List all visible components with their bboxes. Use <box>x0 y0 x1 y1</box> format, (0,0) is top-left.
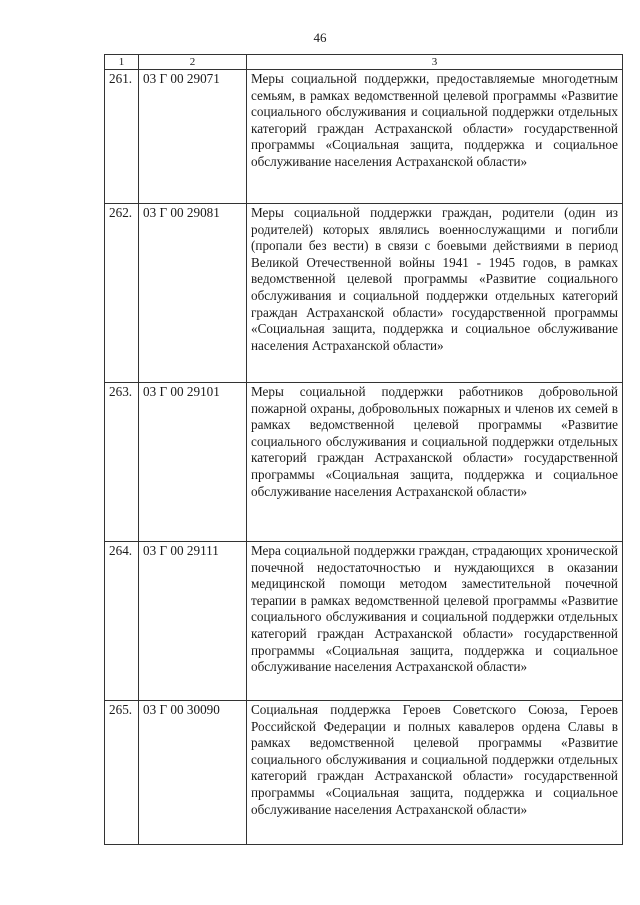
row-code: 03 Г 00 29101 <box>139 383 247 542</box>
row-number: 265. <box>105 701 139 845</box>
table-row <box>105 70 623 204</box>
row-code: 03 Г 00 29111 <box>139 542 247 701</box>
row-description: Меры социальной поддержки, предоставляемые многодетным семьям, в рамках ведомственной целевой программы «Развитие социального обслуживания и социальной поддержки отдельных категорий граждан Астраханской области» государственной программы «Социальная защита, поддержка и социальное обслуживание населения Астраханской области» <box>247 70 623 204</box>
table-row <box>105 701 623 845</box>
table-row <box>105 204 623 383</box>
table-row <box>105 542 623 701</box>
row-description: Меры социальной поддержки работников добровольной пожарной охраны, добровольных пожарных и членов их семей в рамках ведомственной целевой программы «Развитие социального обслуживания и социальной поддержки отдельных категорий граждан Астраханской области» государственной программы «Социальная защита, поддержка и социальное обслуживание населения Астраханской области» <box>247 383 623 542</box>
row-number: 261. <box>105 70 139 204</box>
row-number: 263. <box>105 383 139 542</box>
column-header-2: 2 <box>139 55 247 70</box>
budget-classification-table <box>104 54 623 845</box>
row-description: Мера социальной поддержки граждан, страдающих хронической почечной недостаточностью и нуждающихся в оказании медицинской помощи методом заместительной почечной терапии в рамках ведомственной целевой программы «Развитие социального обслуживания и социальной поддержки отдельных категорий граждан Астраханской области» государственной программы «Социальная защита, поддержка и социальное обслуживание населения Астраханской области» <box>247 542 623 701</box>
column-header-1: 1 <box>105 55 139 70</box>
page-number: 46 <box>313 30 327 45</box>
row-code: 03 Г 00 30090 <box>139 701 247 845</box>
row-number: 262. <box>105 204 139 383</box>
row-code: 03 Г 00 29081 <box>139 204 247 383</box>
table-row <box>105 383 623 542</box>
table-header-row <box>105 55 623 70</box>
row-code: 03 Г 00 29071 <box>139 70 247 204</box>
row-description: Социальная поддержка Героев Советского Союза, Героев Российской Федерации и полных кавалеров ордена Славы в рамках ведомственной целевой программы «Развитие социального обслуживания и социальной поддержки отдельных категорий граждан Астраханской области» государственной программы «Социальная защита, поддержка и социальное обслуживание населения Астраханской области» <box>247 701 623 845</box>
column-header-3: 3 <box>247 55 623 70</box>
row-number: 264. <box>105 542 139 701</box>
row-description: Меры социальной поддержки граждан, родители (один из родителей) которых являлись военнослужащими и погибли (пропали без вести) в связи с боевыми действиями в период Великой Отечественной войны 1941 - 1945 годов, в рамках ведомственной целевой программы «Развитие социального обслуживания и социальной поддержки отдельных категорий граждан Астраханской области» государственной программы «Социальная защита, поддержка и социальное обслуживание населения Астраханской области» <box>247 204 623 383</box>
